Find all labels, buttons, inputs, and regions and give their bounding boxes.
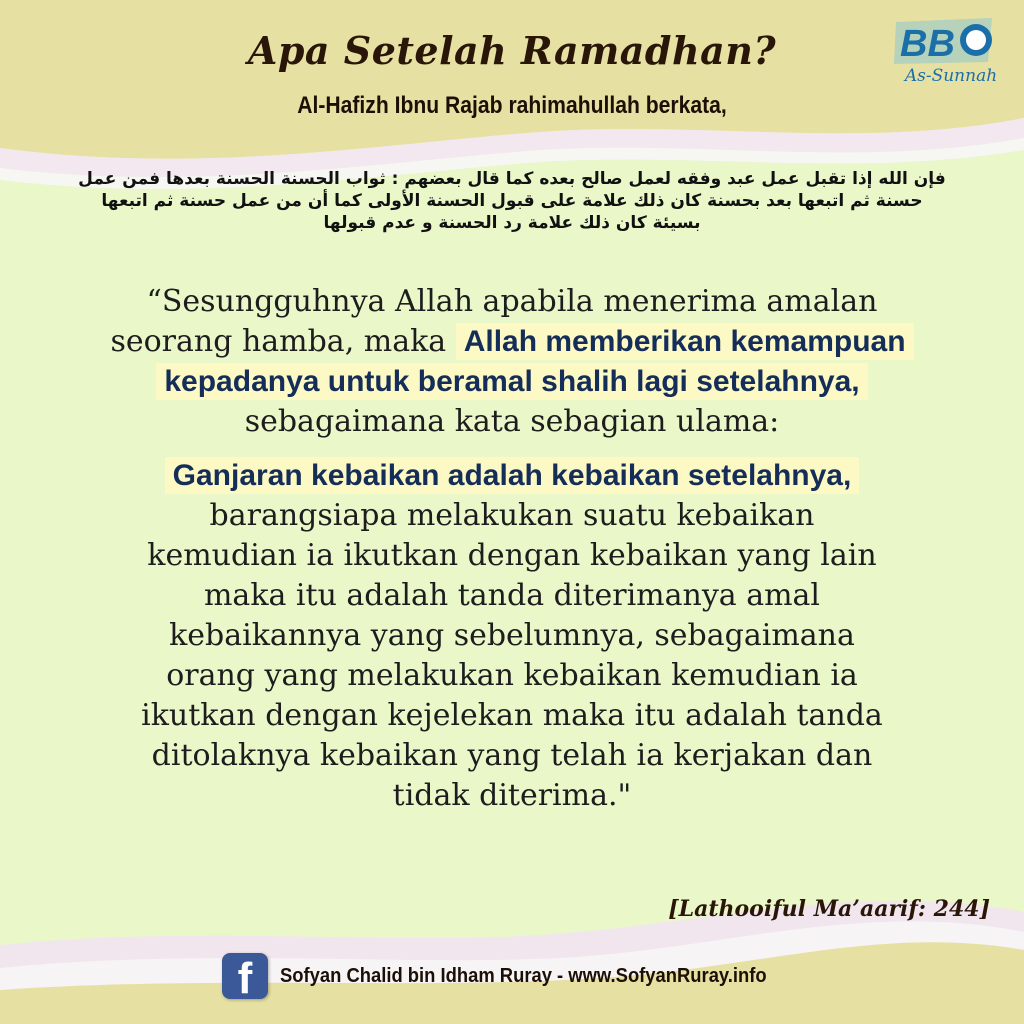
page-title: Apa Setelah Ramadhan? — [247, 28, 777, 73]
quote-line — [40, 362, 984, 402]
quote-highlight: Ganjaran kebaikan adalah kebaikan setelahnya, — [165, 457, 860, 494]
quote-line: barangsiapa melakukan suatu kebaikan — [209, 498, 815, 533]
quote-line: tidak diterima." — [392, 778, 632, 813]
arabic-line: حسنة ثم اتبعها بعد بحسنة كان ذلك علامة على قبول الحسنة الأولى كما أن من عمل حسنة ثم اتبعها — [101, 191, 923, 211]
footer — [222, 950, 809, 1002]
quote-line: “Sesungguhnya Allah apabila menerima amalan — [146, 284, 878, 319]
quote-line: ditolaknya kebaikan yang telah ia kerjakan dan — [151, 738, 873, 773]
quote-highlight: kepadanya untuk beramal shalih lagi setelahnya, — [156, 363, 867, 400]
quote-line: maka itu adalah tanda diterimanya amal — [203, 578, 821, 613]
brand-logo — [886, 14, 1006, 104]
arabic-line: بسيئة كان ذلك علامة رد الحسنة و عدم قبولها — [323, 213, 701, 233]
quote-line — [40, 322, 984, 362]
footer-text: Sofyan Chalid bin Idham Ruray - www.SofyanRuray.info — [280, 964, 767, 987]
source-citation: [Lathooiful Ma’aarif: 244] — [668, 896, 990, 922]
quote-line: kemudian ia ikutkan dengan kebaikan yang lain — [147, 538, 877, 573]
facebook-glyph: f — [237, 954, 253, 1003]
quote-text: seorang hamba, maka — [110, 324, 456, 359]
logo-text: BB — [900, 23, 955, 65]
page-subtitle: Al-Hafizh Ibnu Rajab rahimahullah berkata, — [297, 92, 727, 119]
arabic-quote — [40, 168, 984, 234]
translation-quote — [40, 282, 984, 816]
quote-line: orang yang melakukan kebaikan kemudian ia — [166, 658, 858, 693]
spacer — [40, 442, 984, 456]
quote-line: kebaikannya yang sebelumnya, sebagaimana — [169, 618, 855, 653]
quote-line: ikutkan dengan kejelekan maka itu adalah tanda — [141, 698, 883, 733]
arabic-line: فإن الله إذا تقبل عمل عبد وفقه لعمل صالح بعده كما قال بعضهم : ثواب الحسنة الحسنة بعدها فمن عمل — [78, 169, 946, 189]
logo-emblem-icon — [892, 16, 996, 66]
facebook-icon[interactable] — [222, 953, 268, 1003]
quote-highlight: Allah memberikan kemampuan — [456, 323, 914, 360]
quote-line — [40, 456, 984, 496]
logo-tagline: As-Sunnah — [904, 66, 998, 86]
quote-line: sebagaimana kata sebagian ulama: — [244, 404, 780, 439]
